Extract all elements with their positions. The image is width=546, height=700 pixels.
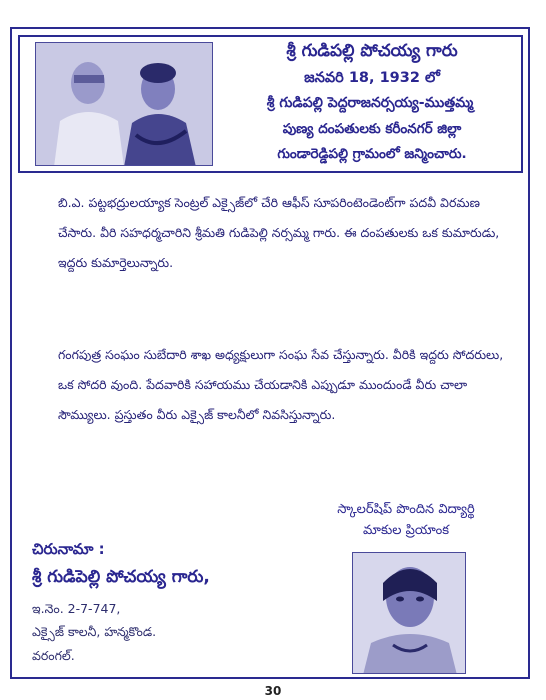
student-photo [352,552,466,674]
birth-line: జనవరి 18, 1932 లో [304,70,440,86]
page-number: 30 [264,684,282,698]
parents-line: శ్రీ గుడిపల్లి పెద్దరాజనర్సయ్య-ముత్తమ్మ [266,95,474,111]
address-name: శ్రీ గుడిపెల్లి పోచయ్య గారు, [32,567,210,587]
village-line: గుండారెడ్డిపల్లి గ్రామంలో జన్మించారు. [277,146,467,162]
address-house-no: ఇ.నెం. 2-7-747, [32,601,121,616]
couple-line: పుణ్య దంపతులకు కరీంనగర్ జిల్లా [282,121,462,137]
address-heading: చిరునామా : [32,540,105,558]
couple-photo-illustration [36,43,213,166]
couple-photo [35,42,213,166]
student-name: మాకుల ప్రియాంక [362,523,450,538]
address-colony: ఎక్సైజ్ కాలనీ, హన్మకొండ. [32,624,157,639]
header-title: శ్రీ గుడిపల్లి పోచయ్య గారు [286,41,458,61]
biography-paragraph-2: గంగపుత్ర సంఘం సుబేదారి శాఖ అధ్యక్షులుగా సంఘ సేవ చేస్తున్నారు. వీరికి ఇద్దరు సోదరులు, ఒక సోదరి వుంది. పేదవారికి సహాయము చేయడానికి ఎప్పుడూ ముందుండే వీరు చాలా సౌమ్యులు. ప్రస్తుతం వీరు ఎక్సైజ్ కాలనీలో నివసిస్తున్నారు. [58,347,504,422]
address-city: వరంగల్. [32,648,75,663]
biography-paragraph-1: బి.ఎ. పట్టభద్రులయ్యాక సెంట్రల్ ఎక్సైజ్‌లో చేరి ఆఫీస్ సూపరింటెండెంట్‌గా పదవీ విరమణ చేసారు. వీరి సహధర్మచారిని శ్రీమతి గుడిపెల్లి నర్సమ్మ గారు. ఈ దంపతులకు ఒక కుమారుడు, ఇద్దరు కుమార్తెలున్నారు. [58,195,500,270]
scholarship-label: స్కాలర్‌షిప్ పొందిన విద్యార్థి [337,502,475,517]
student-photo-illustration [353,553,466,674]
